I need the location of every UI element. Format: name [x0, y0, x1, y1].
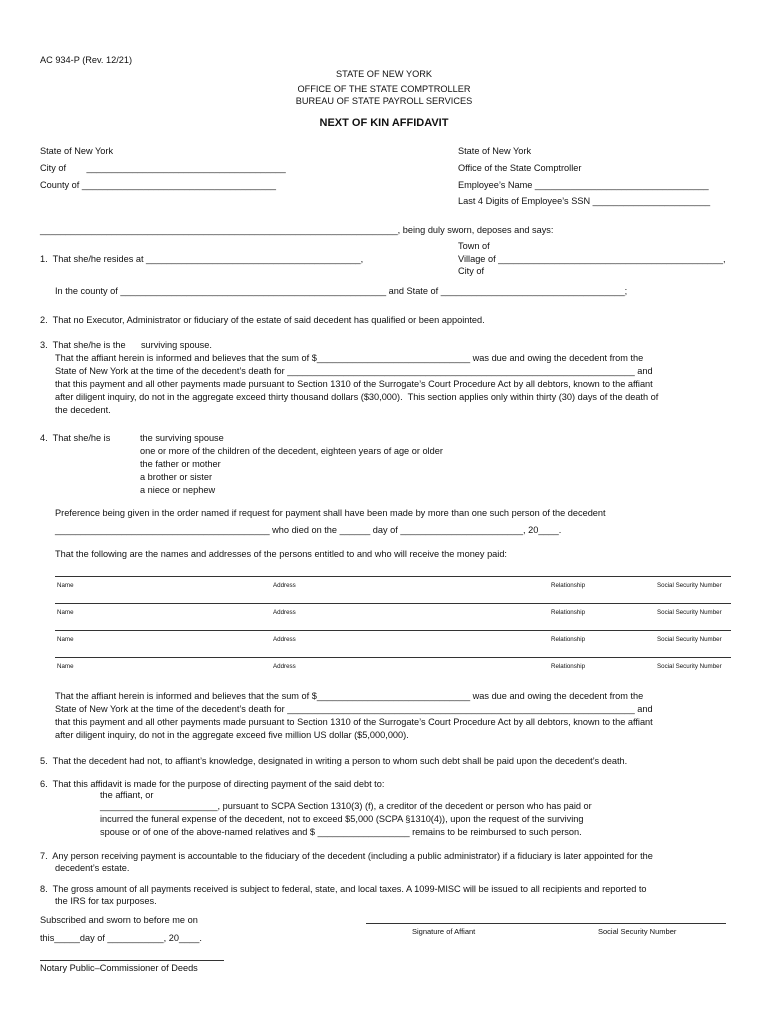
- item4-following: That the following are the names and addresses of the persons entitled to and who will receive the money paid:: [55, 549, 507, 559]
- item4-label: 4. That she/he is: [40, 433, 111, 443]
- item4-para-line[interactable]: That the affiant herein is informed and believes that the sum of $______________________________ was due and owing the decedent from the: [55, 691, 644, 701]
- recipient-relationship-label: Relationship: [551, 609, 586, 616]
- employee-name-field[interactable]: Employee’s Name __________________________________: [458, 180, 709, 190]
- item6-affiant: the affiant, or: [100, 790, 154, 800]
- recipient-address-label: Address: [273, 636, 296, 643]
- item3-line1: 3. That she/he is the surviving spouse.: [40, 340, 212, 350]
- item3-para-line: after diligent inquiry, do not in the aggregate exceed thirty thousand dollars ($30,000). This section applies only within thirty (30) days of the death of: [55, 392, 659, 402]
- item4-option: the father or mother: [140, 459, 221, 469]
- item6-amount-line[interactable]: spouse or of one of the above-named relatives and $ __________________ remains to be reimbursed to such person.: [100, 827, 582, 837]
- recipient-address-label: Address: [273, 582, 296, 589]
- item7-line: decedent’s estate.: [55, 863, 130, 873]
- page-title: NEXT OF KIN AFFIDAVIT: [319, 117, 449, 129]
- item6-line: incurred the funeral expense of the decedent, not to exceed $5,000 (SCPA §1310(4)), upon the request of the surviving: [100, 814, 584, 824]
- form-id: AC 934-P (Rev. 12/21): [40, 55, 133, 65]
- item6-creditor-line[interactable]: _______________________, pursuant to SCPA Section 1310(3) (f), a creditor of the decedent or person who has paid or: [100, 801, 592, 811]
- signature-line[interactable]: [366, 923, 726, 924]
- item8-line: the IRS for tax purposes.: [55, 896, 157, 906]
- item4-decedent-line[interactable]: __________________________________________ who died on the ______ day of ________________________, 20____.: [55, 525, 562, 535]
- item4-option: one or more of the children of the decedent, eighteen years of age or older: [140, 446, 443, 456]
- header-state: STATE OF NEW YORK: [336, 69, 432, 79]
- recipient-address-label: Address: [273, 609, 296, 616]
- item3-para-line: the decedent.: [55, 405, 111, 415]
- venue-right-office: Office of the State Comptroller: [458, 163, 582, 173]
- recipient-name-label: Name: [57, 609, 74, 616]
- item3-para-line[interactable]: State of New York at the time of the decedent’s death for ____________________________________________________________________ and: [55, 366, 653, 376]
- item2: 2. That no Executor, Administrator or fiduciary of the estate of said decedent has qualified or been appointed.: [40, 315, 485, 325]
- header-office: OFFICE OF THE STATE COMPTROLLER: [297, 84, 471, 94]
- item1-county-state[interactable]: In the county of ____________________________________________________ and State of ____________________________________;: [55, 286, 628, 296]
- venue-left-city[interactable]: City of _______________________________________: [40, 163, 286, 173]
- recipient-name-label: Name: [57, 636, 74, 643]
- item4-para-line[interactable]: State of New York at the time of the decedent’s death for ____________________________________________________________________ and: [55, 704, 653, 714]
- recipient-relationship-label: Relationship: [551, 663, 586, 670]
- affiant-name-line[interactable]: ______________________________________________________________________, being duly sworn, deposes and says:: [40, 225, 554, 235]
- recipient-ssn-label: Social Security Number: [657, 582, 722, 589]
- recipient-ssn-label: Social Security Number: [657, 609, 722, 616]
- item1-town: Town of: [458, 241, 490, 251]
- signature-label: Signature of Affiant: [412, 927, 476, 936]
- item1-resides[interactable]: 1. That she/he resides at __________________________________________,: [40, 254, 364, 264]
- item4-para-line: after diligent inquiry, do not in the aggregate exceed five million US dollar ($5,000,000).: [55, 730, 409, 740]
- recipient-row-line[interactable]: [55, 603, 731, 604]
- header-bureau: BUREAU OF STATE PAYROLL SERVICES: [295, 96, 473, 106]
- recipient-relationship-label: Relationship: [551, 636, 586, 643]
- recipient-ssn-label: Social Security Number: [657, 663, 722, 670]
- item7-line: 7. Any person receiving payment is accountable to the fiduciary of the decedent (including a public administrator) if a fiduciary is later appointed for the: [40, 851, 653, 861]
- item4-preference: Preference being given in the order named if request for payment shall have been made by more than one such person of the decedent: [55, 508, 606, 518]
- recipient-name-label: Name: [57, 582, 74, 589]
- recipient-relationship-label: Relationship: [551, 582, 586, 589]
- item5: 5. That the decedent had not, to affiant’s knowledge, designated in writing a person to whom such debt shall be paid upon the decedent’s death.: [40, 756, 628, 766]
- item4-option: a niece or nephew: [140, 485, 216, 495]
- item4-option: a brother or sister: [140, 472, 212, 482]
- sworn-date-line[interactable]: this_____day of ___________, 20____.: [40, 933, 202, 943]
- item1-city: City of: [458, 266, 485, 276]
- venue-right-state: State of New York: [458, 146, 532, 156]
- employee-ssn-field[interactable]: Last 4 Digits of Employee’s SSN _______________________: [458, 196, 711, 206]
- item4-option: the surviving spouse: [140, 433, 224, 443]
- item4-para-line: that this payment and all other payments made pursuant to Section 1310 of the Surrogate’s Court Procedure Act by all debtors, known to the affiant: [55, 717, 653, 727]
- recipient-name-label: Name: [57, 663, 74, 670]
- recipient-address-label: Address: [273, 663, 296, 670]
- notary-signature-line[interactable]: [40, 960, 224, 961]
- subscribed-text: Subscribed and sworn to before me on: [40, 915, 198, 925]
- recipient-row-line[interactable]: [55, 657, 731, 658]
- venue-left-state: State of New York: [40, 146, 114, 156]
- recipient-row-line[interactable]: [55, 576, 731, 577]
- recipient-ssn-label: Social Security Number: [657, 636, 722, 643]
- venue-left-county[interactable]: County of ______________________________________: [40, 180, 277, 190]
- recipient-row-line[interactable]: [55, 630, 731, 631]
- notary-label: Notary Public–Commissioner of Deeds: [40, 963, 198, 973]
- signature-ssn-label: Social Security Number: [598, 927, 677, 936]
- item3-para-line[interactable]: That the affiant herein is informed and believes that the sum of $______________________________ was due and owing the decedent from the: [55, 353, 644, 363]
- item3-para-line: that this payment and all other payments made pursuant to Section 1310 of the Surrogate’s Court Procedure Act by all debtors, known to the affiant: [55, 379, 653, 389]
- item6-line1: 6. That this affidavit is made for the purpose of directing payment of the said debt to:: [40, 779, 385, 789]
- item1-village[interactable]: Village of ____________________________________________,: [458, 254, 726, 264]
- item8-line: 8. The gross amount of all payments received is subject to federal, state, and local taxes. A 1099-MISC will be issued to all recipients and reported to: [40, 884, 647, 894]
